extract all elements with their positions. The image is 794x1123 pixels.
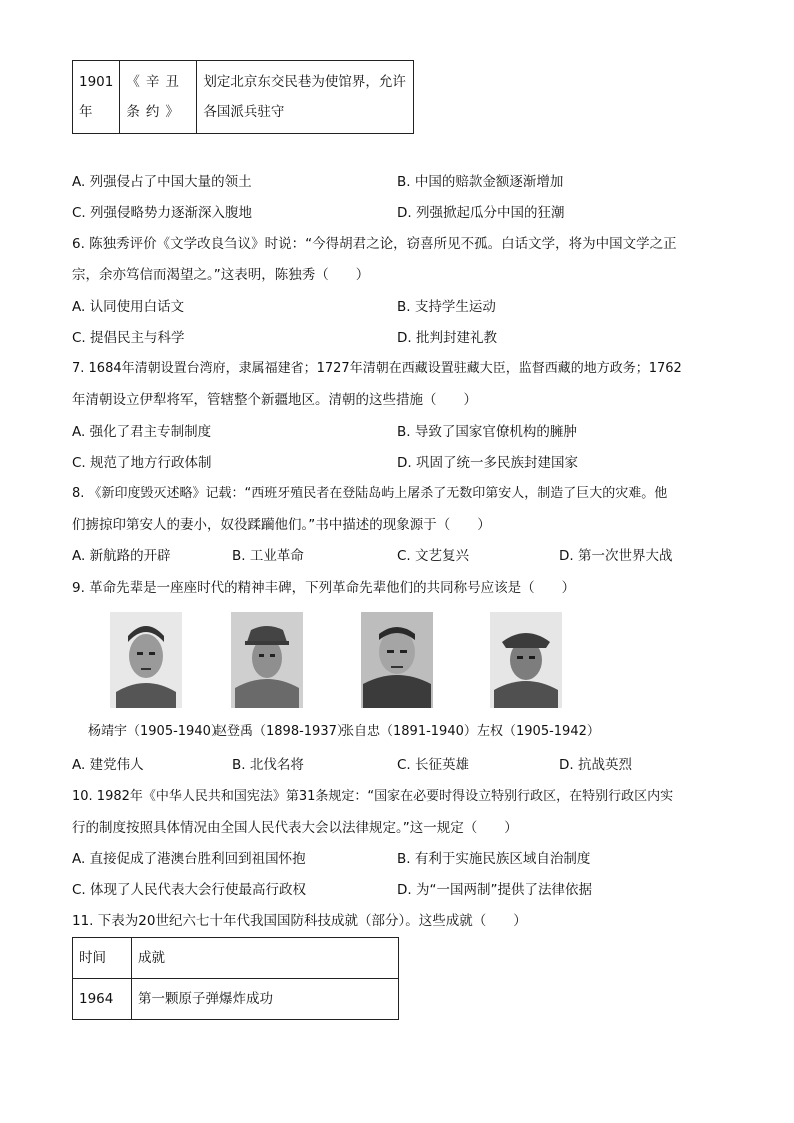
row-achievement: 第一颗原子弹爆炸成功 — [132, 979, 399, 1020]
caption-yang-jingyu: 杨靖宇（1905-1940） — [88, 724, 224, 739]
header-achievement: 成就 — [132, 938, 399, 979]
q8-stem-line2: 们掳掠印第安人的妻小，奴役蹂躏他们。”书中描述的现象源于（ ） — [72, 517, 491, 533]
header-time: 时间 — [73, 938, 132, 979]
caption-zuo-quan: 左权（1905-1942） — [477, 724, 600, 739]
portrait-yang-jingyu — [110, 612, 182, 708]
q9-option-c: C. 长征英雄 — [397, 757, 470, 773]
q7-stem-line2: 年清朝设立伊犁将军，管辖整个新疆地区。清朝的这些措施（ ） — [72, 392, 477, 408]
q7-stem-line1: 7. 1684年清朝设置台湾府，隶属福建省；1727年清朝在西藏设置驻藏大臣，监督西藏的地方政务；1762 — [72, 361, 682, 376]
q8-option-c: C. 文艺复兴 — [397, 548, 470, 564]
q10-stem-line1: 10. 1982年《中华人民共和国宪法》第31条规定：“国家在必要时得设立特别行政区，在特别行政区内实 — [72, 789, 674, 804]
treaty-table — [72, 60, 414, 134]
treaty-name-cell: 《辛丑条约》 — [120, 61, 197, 134]
achievements-table — [72, 937, 399, 1020]
q7-option-b: B. 导致了国家官僚机构的臃肿 — [397, 424, 577, 440]
row-time: 1964 — [73, 979, 132, 1020]
q10-option-b: B. 有利于实施民族区域自治制度 — [397, 851, 591, 867]
q6-option-b: B. 支持学生运动 — [397, 299, 496, 315]
q5-option-a: A. 列强侵占了中国大量的领土 — [72, 174, 252, 190]
portrait-zuo-quan — [490, 612, 562, 708]
q8-option-a: A. 新航路的开辟 — [72, 548, 171, 564]
q9-option-d: D. 抗战英烈 — [559, 757, 632, 773]
caption-zhang-zizhong: 张自忠（1891-1940） — [341, 724, 477, 739]
q11-stem: 11. 下表为20世纪六七十年代我国国防科技成就（部分）。这些成就（ ） — [72, 913, 527, 929]
q10-option-d: D. 为“一国两制”提供了法律依据 — [397, 882, 592, 898]
table-header-row — [73, 938, 399, 979]
q7-option-d: D. 巩固了统一多民族封建国家 — [397, 455, 578, 471]
q7-option-c: C. 规范了地方行政体制 — [72, 455, 212, 471]
q5-option-b: B. 中国的赔款金额逐渐增加 — [397, 174, 564, 190]
q9-option-b: B. 北伐名将 — [232, 757, 304, 773]
q8-stem-line1: 8. 《新印度毁灭述略》记载：“西班牙殖民者在登陆岛屿上屠杀了无数印第安人，制造了巨大的灾难。他 — [72, 486, 668, 501]
q8-option-d: D. 第一次世界大战 — [559, 548, 673, 564]
caption-zhao-dengyu: 赵登禹（1898-1937） — [214, 724, 350, 739]
q6-stem-line1: 6. 陈独秀评价《文学改良刍议》时说：“今得胡君之论，窃喜所见不孤。白话文学，将为中国文学之正 — [72, 236, 677, 252]
q10-stem-line2: 行的制度按照具体情况由全国人民代表大会以法律规定。”这一规定（ ） — [72, 820, 518, 836]
q7-option-a: A. 强化了君主专制制度 — [72, 424, 212, 440]
q10-option-a: A. 直接促成了港澳台胜利回到祖国怀抱 — [72, 851, 306, 867]
treaty-content-cell: 划定北京东交民巷为使馆界，允许各国派兵驻守 — [197, 61, 414, 134]
q6-option-c: C. 提倡民主与科学 — [72, 330, 185, 346]
portrait-zhao-dengyu — [231, 612, 303, 708]
q10-option-c: C. 体现了人民代表大会行使最高行政权 — [72, 882, 307, 898]
q6-option-a: A. 认同使用白话文 — [72, 299, 185, 315]
q8-option-b: B. 工业革命 — [232, 548, 304, 564]
q6-option-d: D. 批判封建礼教 — [397, 330, 497, 346]
treaty-year-cell: 1901 年 — [73, 61, 120, 134]
table-row — [73, 979, 399, 1020]
q5-option-d: D. 列强掀起瓜分中国的狂潮 — [397, 205, 565, 221]
q9-stem: 9. 革命先辈是一座座时代的精神丰碑，下列革命先辈他们的共同称号应该是（ ） — [72, 580, 576, 596]
portrait-zhang-zizhong — [361, 612, 433, 708]
q9-option-a: A. 建党伟人 — [72, 757, 144, 773]
q6-stem-line2: 宗，余亦笃信而渴望之。”这表明，陈独秀（ ） — [72, 267, 370, 283]
q5-option-c: C. 列强侵略势力逐渐深入腹地 — [72, 205, 253, 221]
